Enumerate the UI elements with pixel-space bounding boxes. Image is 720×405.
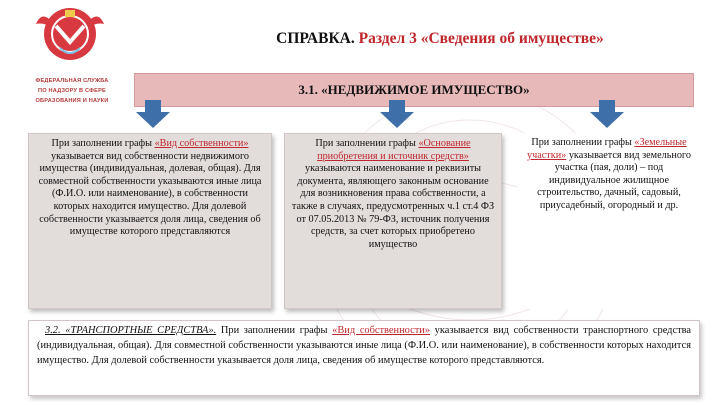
card-intro: При заполнении графы: [51, 138, 155, 149]
card-body: указывается вид собственности недвижимого имущества (индивидуальная, долевая, общая). Для совместной собственности указываются иные лица (Ф.И.О. или наименование), в собственности которых находится имущество. Для долевой собственности указывается доля лица, сведения об имуществе которого представляются: [38, 150, 262, 238]
arrow-down-icon: [136, 100, 170, 128]
card-body: указывается вид земельного участка (пая, доли) – под индивидуальное жилищное строительство, дачный, садовый, приусадебный, огородный и др.: [537, 149, 691, 211]
card-field-name: «Земельные участки»: [527, 137, 687, 161]
agency-name: [18, 76, 126, 106]
transport-field-name: «Вид собственности»: [332, 325, 431, 336]
transport-section: [28, 320, 700, 396]
arrow-down-icon: [380, 100, 414, 128]
card-land-plots: [517, 133, 701, 309]
slide-title-prefix: СПРАВКА.: [276, 30, 355, 47]
agency-name-line2: ПО НАДЗОРУ В СФЕРЕ: [38, 88, 106, 94]
card-ownership-type: [28, 133, 272, 309]
card-acquisition-basis: [284, 133, 502, 309]
card-field-name: «Основание приобретения и источник средств»: [317, 138, 471, 162]
card-intro: При заполнении графы: [531, 137, 635, 148]
transport-section-title: 3.2. «ТРАНСПОРТНЫЕ СРЕДСТВА».: [45, 325, 217, 336]
agency-name-line3: ОБРАЗОВАНИЯ И НАУКИ: [35, 98, 109, 104]
transport-intro: При заполнении графы: [216, 325, 333, 336]
card-field-name: «Вид собственности»: [154, 138, 249, 149]
arrow-down-icon: [590, 100, 624, 128]
section-title: 3.1. «НЕДВИЖИМОЕ ИМУЩЕСТВО»: [298, 82, 530, 97]
card-intro: При заполнении графы: [315, 138, 419, 149]
card-body: указываются наименование и реквизиты документа, являющего законным основание для возникновения права собственности, а также в случаях, предусмотренных ч.1 ст.4 ФЗ от 07.05.2013 № 79-ФЗ, источник получения средств, за счет которых приобретено имущество: [291, 163, 495, 250]
slide-title: [180, 30, 700, 48]
agency-name-line1: ФЕДЕРАЛЬНАЯ СЛУЖБА: [35, 78, 109, 84]
slide-title-accent: Раздел 3 «Сведения об имуществе»: [358, 30, 604, 47]
rosobrnadzor-emblem-icon: [22, 2, 118, 66]
transport-body: указывается вид собственности транспортного средства (индивидуальная, общая). Для совместной собственности указываются иные лица (Ф.И.О. или наименование), в собственности которых находится имущество. Для долевой собственности указывается доля лица, сведения об имуществе которого представляются.: [37, 325, 692, 366]
